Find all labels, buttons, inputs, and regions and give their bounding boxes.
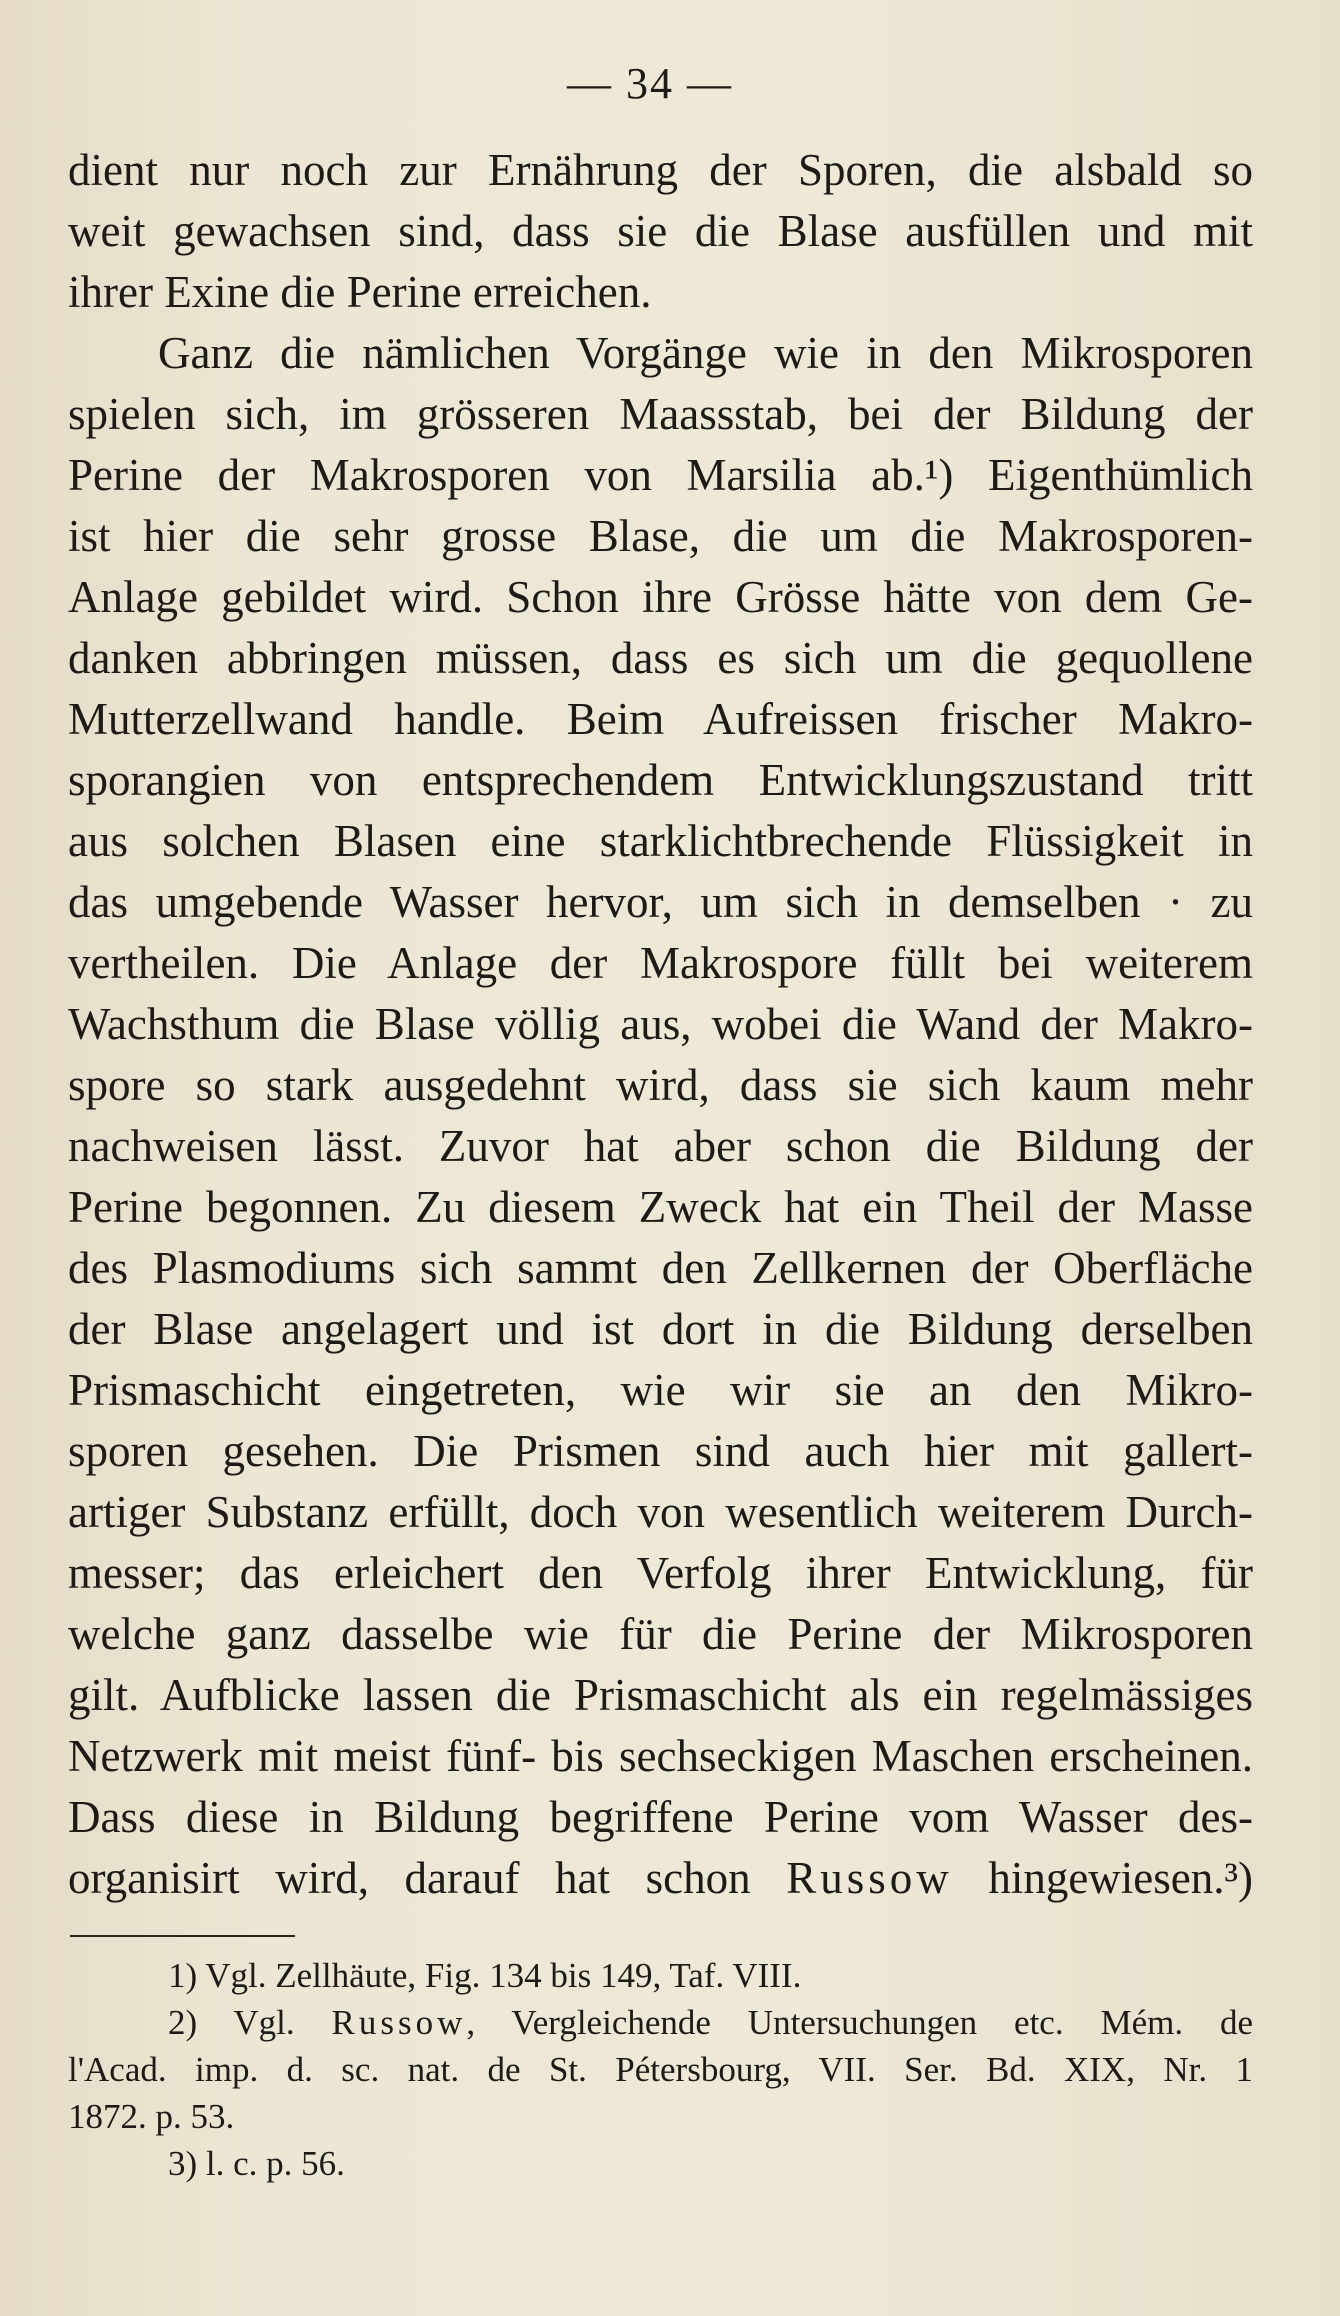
text-line: messer; das erleichert den Verfolg ihrer Entwicklung, für <box>68 1548 1253 1598</box>
text-line: der Blase angelagert und ist dort in die Bildung derselben <box>68 1304 1253 1354</box>
paragraph-start-line: Ganz die nämlichen Vorgänge wie in den Mikrosporen <box>158 328 1253 378</box>
text-line: Prismaschicht eingetreten, wie wir sie an den Mikro- <box>68 1365 1253 1415</box>
text-line: gilt. Aufblicke lassen die Prismaschicht als ein regelmässiges <box>68 1670 1253 1720</box>
text-line: das umgebende Wasser hervor, um sich in demselben · zu <box>68 877 1253 927</box>
footnote-3: 3) l. c. p. 56. <box>168 2144 345 2183</box>
text-line: nachweisen lässt. Zuvor hat aber schon die Bildung der <box>68 1121 1253 1171</box>
text-line: Wachsthum die Blase völlig aus, wobei die Wand der Makro- <box>68 999 1253 1049</box>
text-line: des Plasmodiums sich sammt den Zellkernen der Oberfläche <box>68 1243 1253 1293</box>
text-segment: hingewiesen.³) <box>952 1853 1253 1903</box>
text-line: Perine der Makrosporen von Marsilia ab.¹) Eigenthümlich <box>68 450 1253 500</box>
text-line: Anlage gebildet wird. Schon ihre Grösse hätte von dem Ge- <box>68 572 1253 622</box>
footnote-2-line-1 <box>68 1999 1253 2046</box>
text-line: Perine begonnen. Zu diesem Zweck hat ein Theil der Masse <box>68 1182 1253 1232</box>
footnote-rule <box>70 1935 295 1937</box>
text-segment: organisirt wird, darauf hat schon <box>68 1853 787 1903</box>
footnote-1: 1) Vgl. Zellhäute, Fig. 134 bis 149, Taf. VIII. <box>168 1956 802 1995</box>
text-line: danken abbringen müssen, dass es sich um die gequollene <box>68 633 1253 683</box>
body-text <box>68 140 1253 1909</box>
text-line: artiger Substanz erfüllt, doch von wesentlich weiterem Durch- <box>68 1487 1253 1537</box>
text-line: spore so stark ausgedehnt wird, dass sie sich kaum mehr <box>68 1060 1253 1110</box>
text-line: spielen sich, im grösseren Maassstab, bei der Bildung der <box>68 389 1253 439</box>
text-line: ihrer Exine die Perine erreichen. <box>68 267 652 317</box>
footnote-2-line-3: 1872. p. 53. <box>68 2097 235 2136</box>
text-line: welche ganz dasselbe wie für die Perine der Mikrosporen <box>68 1609 1253 1659</box>
text-line: aus solchen Blasen eine starklichtbrechende Flüssigkeit in <box>68 816 1253 866</box>
text-line: Dass diese in Bildung begriffene Perine vom Wasser des- <box>68 1792 1253 1842</box>
text-line-last <box>68 1848 1253 1909</box>
text-line: vertheilen. Die Anlage der Makrospore füllt bei weiterem <box>68 938 1253 988</box>
footnotes <box>68 1952 1253 2187</box>
text-line: ist hier die sehr grosse Blase, die um die Makrosporen- <box>68 511 1253 561</box>
text-segment: 2) Vgl. <box>168 2003 332 2042</box>
page-number: — 34 — <box>567 59 733 108</box>
author-name-spaced: Russow <box>786 1853 953 1903</box>
text-line: Netzwerk mit meist fünf- bis sechseckigen Maschen erscheinen. <box>68 1731 1253 1781</box>
text-line: weit gewachsen sind, dass sie die Blase ausfüllen und mit <box>68 206 1253 256</box>
author-name-spaced: Russow <box>331 2003 467 2042</box>
text-segment: , Vergleichende Untersuchungen etc. Mém. de <box>466 2003 1253 2042</box>
text-line: sporen gesehen. Die Prismen sind auch hier mit gallert- <box>68 1426 1253 1476</box>
text-line: Mutterzellwand handle. Beim Aufreissen frischer Makro- <box>68 694 1253 744</box>
text-line: dient nur noch zur Ernährung der Sporen, die alsbald so <box>68 145 1253 195</box>
text-line: sporangien von entsprechendem Entwicklungszustand tritt <box>68 755 1253 805</box>
footnote-2-line-2: l'Acad. imp. d. sc. nat. de St. Pétersbourg, VII. Ser. Bd. XIX, Nr. 1 <box>68 2050 1253 2089</box>
